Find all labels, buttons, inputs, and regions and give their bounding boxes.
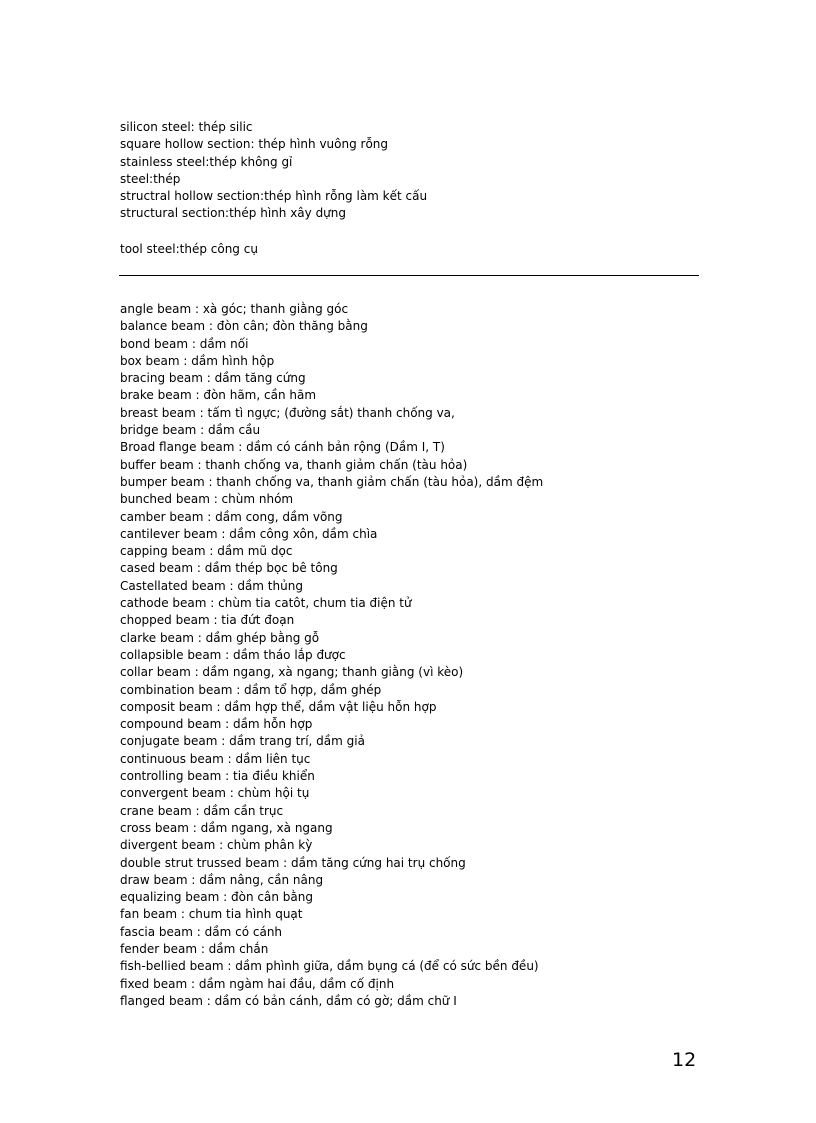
glossary-entry: cross beam : dầm ngang, xà ngang (120, 820, 333, 835)
glossary-entry: convergent beam : chùm hội tụ (120, 786, 310, 801)
glossary-entry: bumper beam : thanh chống va, thanh giảm chấn (tàu hỏa), dầm đệm (120, 474, 544, 489)
glossary-entry: divergent beam : chùm phân kỳ (120, 838, 313, 853)
glossary-entry: conjugate beam : dầm trang trí, dầm giả (120, 734, 365, 749)
beam-terms-list (120, 301, 780, 1010)
glossary-entry: chopped beam : tia đứt đoạn (120, 613, 295, 628)
glossary-entry: controlling beam : tia điều khiển (120, 769, 315, 784)
glossary-entry: double strut trussed beam : dầm tăng cứng hai trụ chống (120, 855, 466, 870)
glossary-entry: fender beam : dầm chắn (120, 941, 269, 956)
glossary-entry: stainless steel:thép không gỉ (120, 154, 293, 169)
glossary-entry: square hollow section: thép hình vuông rỗng (120, 137, 389, 152)
glossary-entry: cantilever beam : dầm công xôn, dầm chìa (120, 526, 378, 541)
glossary-entry: flanged beam : dầm có bản cánh, dầm có gờ; dầm chữ I (120, 993, 457, 1008)
glossary-entry: collar beam : dầm ngang, xà ngang; thanh giằng (vì kèo) (120, 665, 464, 680)
glossary-entry: bridge beam : dầm cầu (120, 423, 261, 438)
glossary-entry: combination beam : dầm tổ hợp, dầm ghép (120, 682, 382, 697)
glossary-entry: breast beam : tấm tì ngực; (đường sắt) thanh chống va, (120, 405, 455, 420)
glossary-entry: structural section:thép hình xây dựng (120, 206, 347, 221)
glossary-entry: camber beam : dầm cong, dầm võng (120, 509, 343, 524)
glossary-entry: steel:thép (120, 171, 181, 186)
glossary-entry: equalizing beam : đòn cân bằng (120, 890, 313, 905)
steel-terms-list (120, 119, 780, 223)
section-divider (119, 275, 699, 276)
glossary-entry: continuous beam : dầm liên tục (120, 751, 311, 766)
glossary-entry: compound beam : dầm hỗn hợp (120, 717, 313, 732)
glossary-entry: draw beam : dầm nâng, cần nâng (120, 872, 324, 887)
page-number: 12 (672, 1049, 697, 1071)
glossary-entry: bunched beam : chùm nhóm (120, 492, 294, 507)
glossary-entry: fascia beam : dầm có cánh (120, 924, 283, 939)
glossary-entry: tool steel:thép công cụ (120, 242, 258, 256)
glossary-entry: fish-bellied beam : dầm phình giữa, dầm bụng cá (để có sức bền đều) (120, 959, 539, 974)
glossary-entry: cased beam : dầm thép bọc bê tông (120, 561, 338, 576)
glossary-entry: cathode beam : chùm tia catôt, chum tia điện tử (120, 596, 412, 611)
glossary-entry: box beam : dầm hình hộp (120, 353, 275, 368)
glossary-entry: Castellated beam : dầm thủng (120, 578, 303, 593)
glossary-entry: crane beam : dầm cần trục (120, 803, 284, 818)
glossary-entry: silicon steel: thép silic (120, 120, 253, 134)
glossary-entry: fixed beam : dầm ngàm hai đầu, dầm cố định (120, 976, 395, 991)
glossary-entry: capping beam : dầm mũ dọc (120, 544, 293, 559)
glossary-entry: brake beam : đòn hãm, cần hãm (120, 388, 317, 403)
glossary-entry: fan beam : chum tia hình quạt (120, 907, 303, 922)
glossary-entry: Broad flange beam : dầm có cánh bản rộng (Dầm I, T) (120, 440, 445, 455)
glossary-entry: balance beam : đòn cân; đòn thăng bằng (120, 319, 368, 334)
glossary-entry: angle beam : xà góc; thanh giằng góc (120, 302, 349, 316)
glossary-entry: composit beam : dầm hợp thể, dầm vật liệu hỗn hợp (120, 699, 437, 714)
glossary-entry: bond beam : dầm nối (120, 336, 249, 351)
glossary-entry: bracing beam : dầm tăng cứng (120, 371, 306, 386)
glossary-entry: buffer beam : thanh chống va, thanh giảm chấn (tàu hỏa) (120, 457, 468, 472)
glossary-entry: structral hollow section:thép hình rỗng làm kết cấu (120, 189, 428, 204)
tool-steel-entry-block (120, 241, 780, 258)
glossary-entry: collapsible beam : dầm tháo lắp được (120, 647, 346, 662)
glossary-entry: clarke beam : dầm ghép bằng gỗ (120, 630, 320, 645)
